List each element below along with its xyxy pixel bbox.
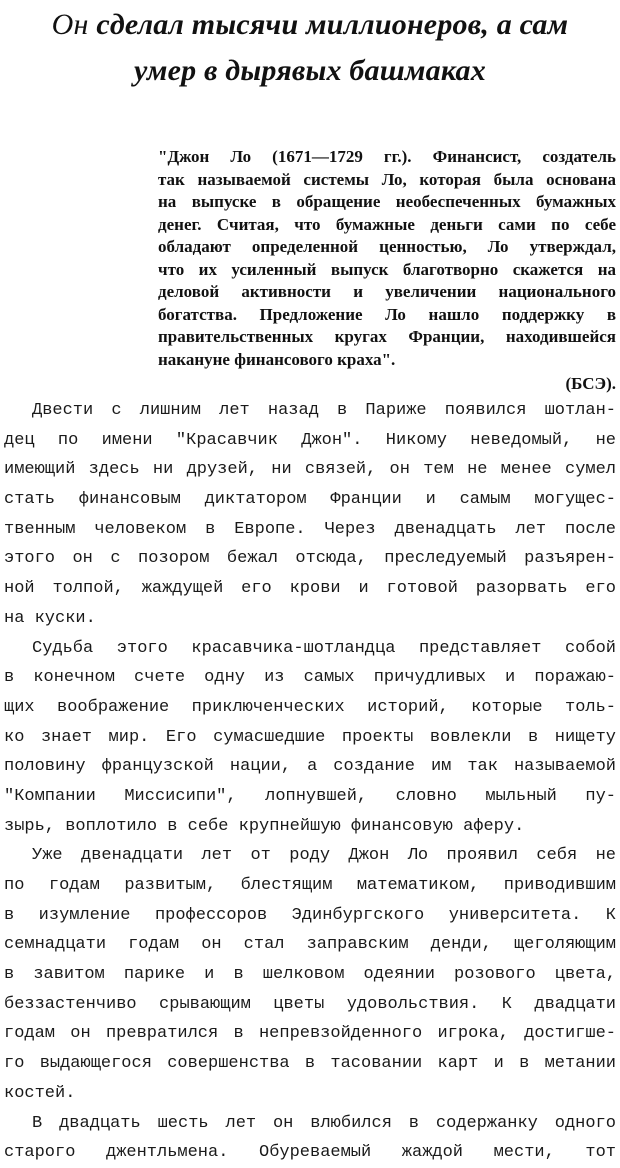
paragraph-line: в завитом парике и в шелковом одеянии розового цвета, — [4, 965, 616, 985]
paragraph-line: в конечном счете одну из самых причудливых и поражаю- — [4, 668, 616, 688]
paragraph-line: костей. — [4, 1083, 76, 1103]
paragraph — [4, 396, 616, 634]
paragraph-line: годам он превратился в непревзойденного игрока, достигше- — [4, 1024, 616, 1044]
paragraph-line: В двадцать шесть лет он влюбился в содержанку одного — [32, 1113, 616, 1133]
paragraph-line: половину французской нации, а создание им так называемой — [4, 757, 616, 777]
chapter-title-lead-word: Он — [51, 8, 89, 41]
paragraph-line: по годам развитым, блестящим математиком, приводившим — [4, 876, 616, 895]
epigraph-line: правительственных кругах Франции, находившейся — [158, 327, 616, 346]
paragraph-line: Двести с лишним лет назад в Париже появился шотлан- — [32, 401, 616, 420]
paragraph-line: щих воображение приключенческих историй, которые толь- — [4, 697, 616, 717]
paragraph-line: дец по имени "Красавчик Джон". Никому неведомый, не — [4, 430, 616, 450]
paragraph-line: Уже двенадцати лет от роду Джон Ло проявил себя не — [32, 846, 616, 866]
chapter-title-line-1-rest: сделал тысячи миллионеров, а сам — [88, 8, 569, 41]
paragraph-line: этого он с позором бежал отсюда, преследуемый разъярен- — [4, 549, 616, 569]
paragraph-line: в изумление профессоров Эдинбургского университета. К — [4, 905, 616, 925]
epigraph-line: обладают определенной ценностью, Ло утверждал, — [158, 237, 616, 256]
epigraph-line: богатства. Предложение Ло нашло поддержку в — [158, 304, 616, 324]
paragraph-line: го выдающегося совершенства в тасовании карт и в метании — [4, 1054, 616, 1074]
epigraph-line: что их усиленный выпуск благотворно скажется на — [158, 259, 616, 279]
paragraph-line: старого джентльмена. Обуреваемый жаждой мести, тот — [4, 1143, 616, 1163]
paragraph-line: ко знает мир. Его сумасшедшие проекты вовлекли в нищету — [4, 727, 616, 747]
chapter-title-line-2: умер в дырявых башмаках — [134, 54, 486, 87]
paragraph-line: "Компании Миссисипи", лопнувшей, словно мыльный пу- — [4, 786, 616, 806]
chapter-title — [0, 2, 620, 94]
epigraph-line: "Джон Ло (1671—1729 гг.). Финансист, создатель — [158, 147, 616, 166]
epigraph-line: так называемой системы Ло, которая была основана — [158, 169, 616, 189]
epigraph — [158, 146, 616, 396]
paragraph — [4, 634, 616, 842]
paragraph-line: стать финансовым диктатором Франции и самым могущес- — [4, 490, 616, 510]
paragraph-line: Судьба этого красавчика-шотландца представляет собой — [32, 638, 616, 658]
paragraph-line: ной толпой, жаждущей его крови и готовой разорвать его — [4, 579, 616, 599]
paragraph-line: беззастенчиво срывающим цветы удовольствия. К двадцати — [4, 994, 616, 1014]
chapter-title-line-1 — [0, 2, 620, 48]
paragraph-line: зырь, воплотило в себе крупнейшую финансовую аферу. — [4, 816, 525, 836]
paragraph — [4, 841, 616, 1108]
epigraph-line: на выпуске в обращение необеспеченных бумажных — [158, 192, 616, 211]
paragraph-line: семнадцати годам он стал заправским денди, щеголяющим — [4, 935, 616, 955]
paragraph-line: твенным человеком в Европе. Через двенадцать лет после — [4, 519, 616, 539]
paragraph-line: на куски. — [4, 608, 96, 628]
epigraph-source: (БСЭ). — [565, 374, 616, 393]
body-text — [4, 396, 616, 1168]
paragraph — [4, 1109, 616, 1168]
paragraph-line: имеющий здесь ни друзей, ни связей, он тем не менее сумел — [4, 460, 616, 480]
epigraph-line: деловой активности и увеличении национального — [158, 282, 616, 301]
epigraph-line: денег. Считая, что бумажные деньги сами по себе — [158, 214, 616, 234]
epigraph-line: накануне финансового краха". — [158, 349, 396, 369]
